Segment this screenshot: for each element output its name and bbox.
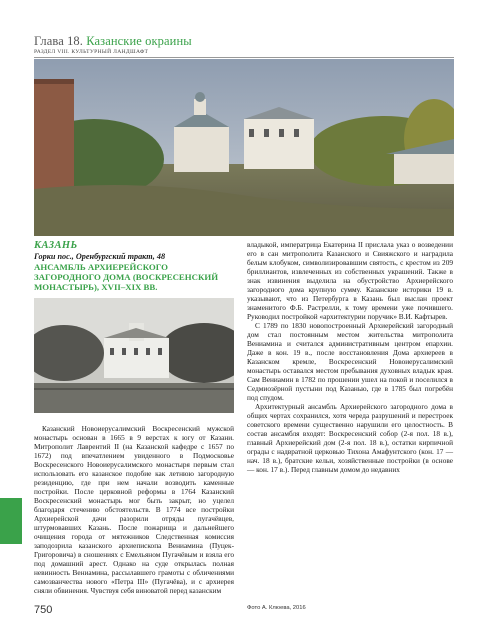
photo-credit: Фото А. Клюева, 2016 [247, 605, 306, 611]
page-number: 750 [34, 604, 53, 616]
chapter-title [34, 34, 454, 48]
paragraph-history-continued: владыкой, императрица Екатерина II прислала указ о возведении его в сан митрополита Казанского и Свияжского и наградила белым клобуком, символизировавшим святость, с крестом из 209 бриллиантов, извлеченных из собственных украшений. Также в знак извинения выделила на обустройство Архиерейского загородного дома крупную сумму. Казанские историки 19 в. указывают, что из Петербурга в Казань был выслан проект знаменитого Ф.Б. Растрелли, к тому времени уже почившего. Руководил постройкой «архитектурии поручик» В.И. Кафтырев. [247, 240, 453, 322]
chapter-color-tab [0, 498, 22, 544]
entry-address: Горки пос., Оренбургский тракт, 48 [34, 252, 166, 261]
chapter-header [34, 34, 454, 58]
right-column-text [247, 240, 453, 474]
main-photo [34, 59, 454, 236]
city-name: КАЗАНЬ [34, 240, 78, 251]
chapter-label: Глава 18. [34, 34, 84, 48]
section-title: РАЗДЕЛ VIII. КУЛЬТУРНЫЙ ЛАНДШАФТ [34, 49, 454, 58]
chapter-name: Казанские окраины [86, 34, 192, 48]
entry-title: АНСАМБЛЬ АРХИЕРЕЙСКОГО ЗАГОРОДНОГО ДОМА (ВОСКРЕСЕНСКИЙ МОНАСТЫРЬ), XVII–XIX ВВ. [34, 262, 219, 293]
paragraph-ensemble: Архитектурный ансамбль Архиерейского загородного дома в общих чертах сохранился, хотя череда разрушений и перестроек советского времени существенно нарушили его целостность. В состав ансамбля входят: Воскресенский собор (2-я пол. 18 в.), главный Архиерейский дом (2-я пол. 18 в.), остатки кирпичной ограды с надвратной церковью Тихона Амафунтского (кон. 17 — нач. 18 в.), братские кельи, хозяйственные постройки (в основе — кон. 17 в.). Перед главным домом до недавних [247, 402, 453, 475]
archive-photo [34, 298, 234, 413]
left-column-text [34, 424, 234, 595]
paragraph-residence: С 1789 по 1830 новопостроенный Архиерейский загородный дом стал постоянным местом жительства митрополита Вениамина и считался административным центром епархии. Даже в кон. 19 в., после восстановления Дома архиереев в Казанском кремле, Воскресенский Новоиерусалимский монастырь оставался местом пребывания духовных владык края. Сам Вениамин в 1782 по прошении ушел на покой и поселился в Седмиозёрной пустыни под Казанью, где в 1785 был погребён под спудом. [247, 321, 453, 403]
paragraph-history: Казанский Новоиерусалимский Воскресенский мужской монастырь основан в 1665 в 9 верстах к югу от Казани. Митрополит Лаврентий II (на Казанской кафедре с 1657 по 1672) под впечатлением увиденного в Подмосковье Воскресенского Новоиерусалимского монастыря первым стал использовать его казанское подобие как летнюю загородную резиденцию, где при нем начали возводить каменные постройки. После церковной реформы в 1764 Казанский Воскресенский монастырь мог быть закрыт, но уцелел благодаря стечению обстоятельств. В 1774 все постройки Архиерейской дачи разорили отряды пугачёвцев, штурмовавших Казань. После пожарища и дальнейшего очищения города от мятежников Следственная комиссия заподозрила казанского архиепископа Вениамина (Пуцек-Григоровича) в сношениях с Емельяном Пугачёвым и взяла его под домашний арест. Однако на суде открылась полная невинность Вениамина, рассылавшего грамоты с обличениями самозванчества нового «Петра III» (Пугачёва), и с архиерея сняли обвинения. Чувствуя себя виноватой перед казанским [34, 424, 234, 596]
